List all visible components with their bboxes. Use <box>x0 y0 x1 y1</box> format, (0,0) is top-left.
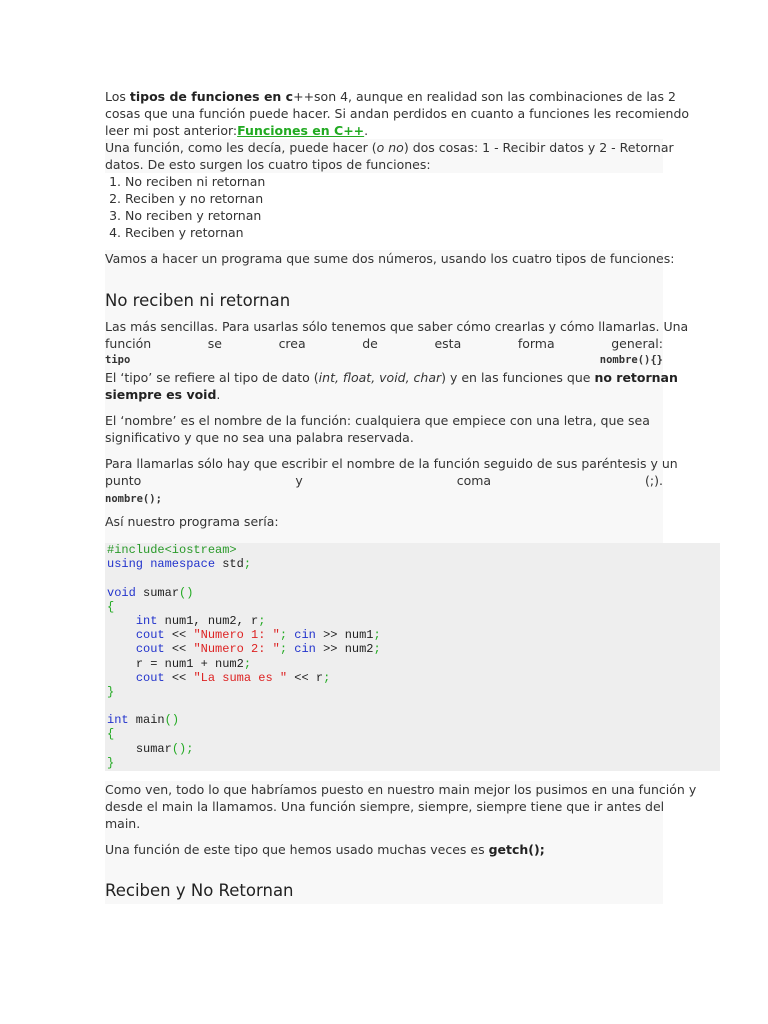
para-line: siempre es void. <box>105 387 221 402</box>
code-line <box>105 571 720 585</box>
after-code <box>105 781 697 904</box>
types-list <box>105 173 663 241</box>
para-line: Las más sencillas. Para usarlas sólo tenemos que saber cómo crearlas y cómo llamarlas. Una <box>105 319 689 334</box>
code-line: } <box>107 684 115 699</box>
intro-line-1: Los tipos de funciones en c++ son 4, aunque en realidad son las combinaciones de las 2 <box>105 89 676 104</box>
code-line <box>105 699 720 713</box>
code-line: int num1, num2, r; <box>135 613 266 628</box>
para-line: desde el main la llamamos. Una función siempre, siempre, siempre tiene que ir antes del <box>105 799 665 814</box>
call-syntax-line: nombre(); <box>105 493 162 505</box>
para-line-justified: función se crea de esta forma general: <box>105 336 663 351</box>
para-line: El ‘nombre’ es el nombre de la función: cualquiera que empiece con una letra, que sea <box>105 413 650 428</box>
code-line: int main() <box>107 713 180 728</box>
code-line: cout << "La suma es " << r; <box>135 670 331 685</box>
code-line: { <box>107 599 115 614</box>
para-line: Para llamarlas sólo hay que escribir el nombre de la función seguido de sus paréntesis y un <box>105 456 678 471</box>
intro-paragraph <box>105 88 690 139</box>
section-1 <box>105 275 689 543</box>
syntax-nombre: nombre(){} <box>599 354 663 366</box>
code-line: sumar(); <box>135 741 194 756</box>
para-line: El ‘tipo’ se refiere al tipo de dato (int, float, void, char) y en las funciones que no retornan <box>105 370 678 385</box>
section-heading: No reciben ni retornan <box>105 291 291 310</box>
code-line: using namespace std; <box>107 557 252 572</box>
para-line-justified: punto y coma (;). <box>105 473 663 488</box>
para-line: significativo y que no sea una palabra reservada. <box>105 430 414 445</box>
code-line: cout << "Numero 1: "; cin >> num1; <box>135 628 381 643</box>
code-line: #include<iostream> <box>107 543 237 557</box>
list-item: 2. Reciben y no retornan <box>109 191 264 206</box>
intro-paragraph-2 <box>105 139 674 173</box>
section-heading: Reciben y No Retornan <box>105 881 294 900</box>
para-line: Como ven, todo lo que habríamos puesto en nuestro main mejor los pusimos en una función y <box>105 782 697 797</box>
list-item: 4. Reciben y retornan <box>109 225 244 240</box>
code-line: { <box>107 727 115 742</box>
para-line: main. <box>105 816 141 831</box>
list-item: 1. No reciben ni retornan <box>109 174 266 189</box>
intro-line-5: datos. De esto surgen los cuatro tipos de funciones: <box>105 157 431 172</box>
intro-line-2: cosas que una función puede hacer. Si andan perdidos en cuanto a funciones les recomiendo <box>105 106 690 121</box>
code-block <box>105 543 720 771</box>
code-line: } <box>107 755 115 770</box>
code-line: void sumar() <box>107 585 194 600</box>
code-line: cout << "Numero 2: "; cin >> num2; <box>135 642 381 657</box>
intro-line-4: Una función, como les decía, puede hacer (o no) dos cosas: 1 - Recibir datos y 2 - Retornar <box>105 140 674 155</box>
syntax-line <box>105 352 663 369</box>
funciones-link[interactable]: Funciones en C++ <box>237 123 365 138</box>
para-line: Una función de este tipo que hemos usado muchas veces es getch(); <box>105 842 545 857</box>
program-intro: Vamos a hacer un programa que sume dos números, usando los cuatro tipos de funciones: <box>105 250 663 275</box>
para-line: Así nuestro programa sería: <box>105 514 279 529</box>
intro-line-3: leer mi post anterior:Funciones en C++. <box>105 123 369 138</box>
list-item: 3. No reciben y retornan <box>109 208 262 223</box>
code-line: r = num1 + num2; <box>135 656 252 671</box>
syntax-tipo: tipo <box>105 354 131 366</box>
